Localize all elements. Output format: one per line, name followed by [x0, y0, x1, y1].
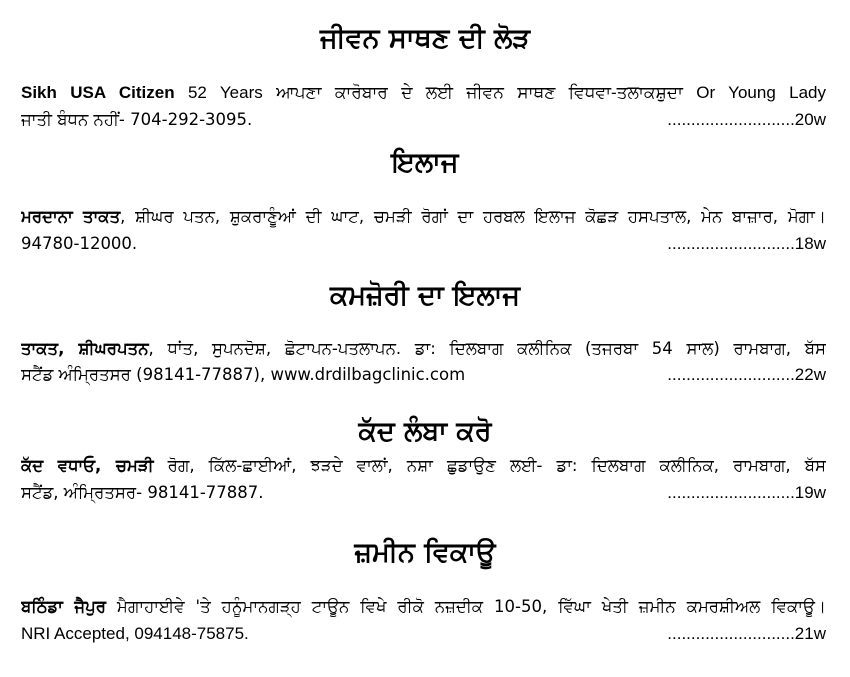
ad-heading-height-increase: ਕੱਦ ਲੰਬਾ ਕਰੋ [358, 416, 492, 447]
ad-text-line [21, 455, 826, 477]
ad-rate: ...........................20w [667, 110, 826, 129]
ad-bold-lead: ਤਾਕਤ, ਸ਼ੀਘਰਪਤਨ [21, 339, 149, 358]
ad-body: ਰੋਗ, ਕਿੱਲ-ਛਾਈਆਂ, ਝੜਦੇ ਵਾਲਾਂ, ਨਸ਼ਾ ਛੁਡਾਉਣ ਲਈ- ਡਾ: ਦਿਲਬਾਗ ਕਲੀਨਿਕ, ਰਾਮਬਾਗ, ਬੱਸ [153, 456, 826, 475]
ad-rate: ...........................18w [667, 234, 826, 253]
ad-text-line [21, 596, 826, 618]
ad-text-line [21, 82, 826, 104]
ad-heading-treatment: ਇਲਾਜ [391, 147, 459, 178]
ad-rate: ...........................19w [667, 483, 826, 502]
ad-heading-life-partner: ਜੀਵਨ ਸਾਥਣ ਦੀ ਲੋੜ [319, 23, 531, 54]
ad-text-line-2: NRI Accepted, 094148-75875. [21, 624, 249, 643]
ad-text-line [21, 206, 826, 228]
ad-rate: ...........................22w [667, 365, 826, 384]
ad-body: , ਸ਼ੀਘਰ ਪਤਨ, ਸ਼ੁਕਰਾਣੂੰਆਂ ਦੀ ਘਾਟ, ਚਮੜੀ ਰੋਗਾਂ ਦਾ ਹਰਬਲ ਇਲਾਜ ਕੋਛੜ ਹਸਪਤਾਲ, ਮੇਨ ਬਾਜ਼ਾਰ, ਮੋਗਾ। [120, 207, 826, 226]
ad-body: , ਧਾਂਤ, ਸੁਪਨਦੋਸ਼, ਛੋਟਾਪਨ-ਪਤਲਾਪਨ. ਡਾ: ਦਿਲਬਾਗ ਕਲੀਨਿਕ (ਤਜਰਬਾ 54 ਸਾਲ) ਰਾਮਬਾਗ, ਬੱਸ [148, 339, 826, 358]
ad-heading-land-for-sale: ਜ਼ਮੀਨ ਵਿਕਾਊ [354, 537, 496, 568]
ad-body: 52 Years ਆਪਣਾ ਕਾਰੋਬਾਰ ਦੇ ਲਈ ਜੀਵਨ ਸਾਥਣ ਵਿਧਵਾ-ਤਲਾਕਸ਼ੁਦਾ Or Young Lady [174, 83, 826, 102]
ad-bold-lead: ਬਠਿੰਡਾ ਜੈਪੁਰ [21, 597, 107, 616]
ad-text-line-2: ਸਟੈਂਡ, ਅੰਮ੍ਰਿਤਸਰ- 98141-77887. [21, 483, 264, 502]
ad-bold-lead: ਮਰਦਾਨਾ ਤਾਕਤ [21, 207, 121, 226]
ad-bold-lead: Sikh USA Citizen [21, 83, 175, 102]
ad-bold-lead: ਕੱਦ ਵਧਾਓ, ਚਮੜੀ [21, 456, 154, 475]
ad-text-line-2: ਜਾਤੀ ਬੰਧਨ ਨਹੀਂ- 704-292-3095. [21, 110, 253, 129]
ad-text-line-2: ਸਟੈਂਡ ਅੰਮ੍ਰਿਤਸਰ (98141-77887), www.drdilbagclinic.com [21, 365, 466, 384]
ad-heading-weakness-treatment: ਕਮਜ਼ੋਰੀ ਦਾ ਇਲਾਜ [329, 280, 521, 311]
ad-rate: ...........................21w [667, 624, 826, 643]
ad-body: ਮੈਗਾਹਾਈਵੇ 'ਤੇ ਹਨੂੰਮਾਨਗੜ੍ਹ ਟਾਊਨ ਵਿਖੇ ਰੀਕੋ ਨਜ਼ਦੀਕ 10-50, ਵਿੱਘਾ ਖੇਤੀ ਜ਼ਮੀਨ ਕਮਰਸ਼ੀਅਲ ਵਿਕਾਊ। [106, 597, 826, 616]
ad-text-line [21, 338, 826, 360]
ad-text-line-2: 94780-12000. [21, 234, 138, 253]
